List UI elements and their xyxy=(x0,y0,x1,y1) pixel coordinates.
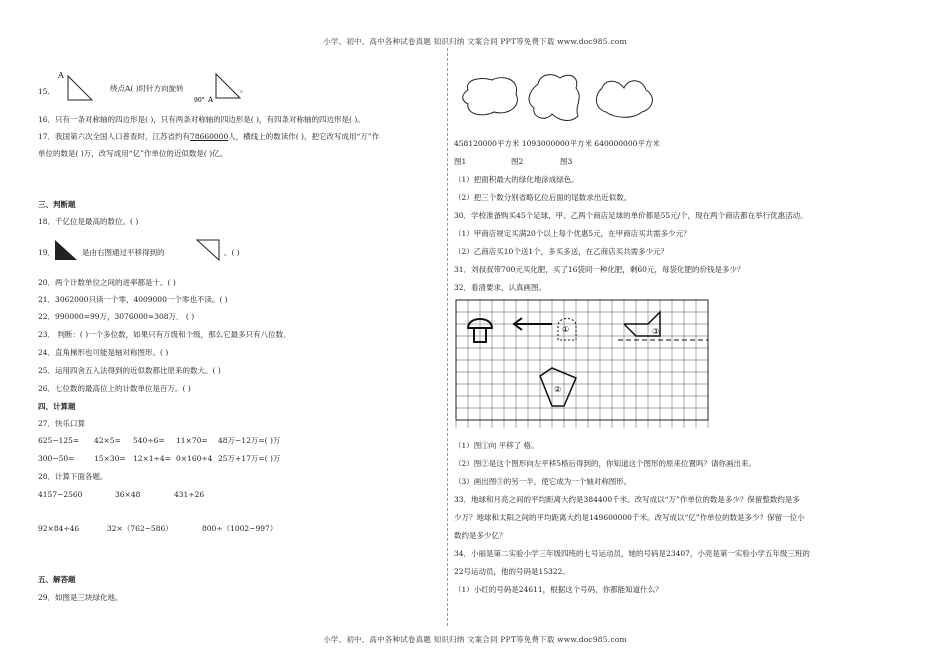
green-area-1 xyxy=(463,78,518,115)
q31: 31．刘叔叔带700元买化肥，买了16袋同一种化肥，剩60元，每袋化肥的价钱是多少？ xyxy=(454,265,745,274)
calc-row4-c2: 32×（762−586） xyxy=(107,524,173,533)
left-arrow xyxy=(514,318,552,330)
calc-row1-c3: 540÷6= xyxy=(133,436,165,445)
calc-row3-c1: 4157−2560 xyxy=(38,490,83,499)
green-area-2 xyxy=(529,75,579,121)
q26: 26．七位数的最高位上的计数单位是百万。( ) xyxy=(38,384,191,393)
q15-triangle xyxy=(68,76,92,100)
q33-line1: 33．地球和月亮之间的平均距离大约是384400千米。改写成以“万”作单位的数是多少？保留整数约是多 xyxy=(454,495,800,504)
q19-text-c: 。( ) xyxy=(224,248,240,257)
q32: 32．看清要求，认真画图。 xyxy=(454,283,547,292)
drawing-grid xyxy=(456,300,714,428)
q17-line1 xyxy=(38,132,379,142)
q15-triangle-figure xyxy=(58,70,98,104)
q23: 23． 判断：( )一个多位数，如果只有万级和个级，那么它最多只有八位数． xyxy=(38,330,291,339)
calc-row1-c2: 42×5= xyxy=(94,436,121,445)
fig-label-3: 图3 xyxy=(560,157,573,166)
q17-number: 78660000 xyxy=(190,132,229,141)
q15-point-label-2: A xyxy=(208,96,214,104)
q15-point-label: A xyxy=(58,71,64,80)
calc-row1-c4: 11×70= xyxy=(176,436,208,445)
calc-row2-c4: 0×160÷4 xyxy=(176,454,213,463)
q34-part1: （1）小红的号码是24611，根据这个号码，你都能知道什么？ xyxy=(454,585,663,594)
calc-row2-c5: 25万+17万=( )万 xyxy=(218,454,281,463)
calc-row1-c1: 625−125= xyxy=(38,436,80,445)
q33-line3: 数约是多少亿？ xyxy=(454,531,507,540)
q18: 18．千亿位是最高的数位。( ) xyxy=(38,217,139,226)
grid-label-3: ③ xyxy=(652,327,660,336)
q32-part1: （1）图①向 平移了 格。 xyxy=(454,441,539,450)
calc-row2-c3: 12×1÷4= xyxy=(133,454,171,463)
q29: 29．如图是三块绿化地。 xyxy=(38,593,123,602)
grid-lines xyxy=(456,300,708,428)
calc-row3-c2: 36×48 xyxy=(115,490,141,499)
q19-text-b: 是由右图通过平移得到的 xyxy=(82,248,165,257)
green-area-3 xyxy=(596,81,652,118)
section-4-title: 四、计算题 xyxy=(38,402,76,411)
q30-part2: （2）乙商店买10个送1个，多买多送，在乙商店买共需多少元？ xyxy=(454,247,669,256)
q17-text-b: 人，横线上的数读作( )，把它改写成用“万”作 xyxy=(228,132,380,141)
calc-row2-c1: 300−50= xyxy=(38,454,75,463)
page-header: 小学、初中、高中各种试卷真题 知识归纳 文案合同 PPT等免费下载 www.doc985.com xyxy=(323,37,627,46)
q24: 24．直角梯形也可能是轴对称图形。( ) xyxy=(38,348,169,357)
q19-figure-a xyxy=(52,238,80,262)
q19-text-a: 19． xyxy=(38,248,56,257)
section-5-title: 五、解答题 xyxy=(38,575,76,584)
fig-label-1: 图1 xyxy=(454,157,467,166)
q17-line2: 单位的数是( )万，改写成用“亿”作单位的近似数是( )亿。 xyxy=(38,149,228,158)
q19-triangle-b xyxy=(197,240,219,260)
q17-text-a: 17．我国第六次全国人口普查时，江苏省约有 xyxy=(38,132,191,141)
q33-line2: 少万？地球和太阳之间的平均距离大约是149600000千米。改写成以“亿”作单位的数是多少？保留一位小 xyxy=(454,513,805,522)
q29-part2: （2）把三个数分别省略亿位后面的尾数求出近似数。 xyxy=(454,193,632,202)
q27: 27．快乐口算 xyxy=(38,419,86,428)
green-areas-figure xyxy=(456,68,656,128)
grid-label-2: ② xyxy=(554,385,562,394)
q22: 22．990000=99万，3076000≈308万． ( ) xyxy=(38,312,195,321)
q15-rotated-triangle xyxy=(216,74,240,98)
q32-part3: （3）画出图③的另一半，使它成为一个轴对称图形。 xyxy=(454,477,632,486)
areas-text: 458120000平方米 1093000000平方米 640000000平方米 xyxy=(454,139,660,148)
fig-label-2: 图2 xyxy=(511,157,524,166)
q32-part2: （2）图②是这个图形向左平移5格后得到的，你知道这个图形的原来位置吗？请你画出来。 xyxy=(454,459,757,468)
q19-figure-b xyxy=(194,238,222,262)
q30-part1: （1）甲商店规定买满20个以上每个优惠5元，在甲商店买共需多少元？ xyxy=(454,229,691,238)
q21: 21．3062000只读一个零，4009000一个零也不读。( ) xyxy=(38,295,228,304)
section-3-title: 三、判断题 xyxy=(38,200,76,209)
q29-part1: （1）把面积最大的绿化地涂成绿色。 xyxy=(454,175,579,184)
q15-number: 15. xyxy=(38,87,50,96)
q34-line2: 22号运动员，他的号码是15322。 xyxy=(454,567,570,576)
q16: 16．只有一条对称轴的四边形是( )，只有两条对称轴的四边形是( )，有四条对称轴的四边形是( )。 xyxy=(38,115,365,124)
q25: 25．运用四舍五入法得到的近似数都比原来的数大。( ) xyxy=(38,366,221,375)
calc-row4-c1: 92×84÷46 xyxy=(38,524,80,533)
q15-end: 。 xyxy=(240,85,248,94)
column-divider xyxy=(447,48,448,626)
q15-angle-label: 90° xyxy=(194,97,205,104)
calc-row2-c2: 15×30= xyxy=(94,454,126,463)
q30: 30．学校准备购买45个足球，甲、乙两个商店足球的单价都是55元/个，现在两个商店都在举行优惠活动。 xyxy=(454,211,808,220)
calc-row4-c3: 800÷（1002−997） xyxy=(202,524,278,533)
q15-text: 绕点A( )时针方向旋转 xyxy=(110,84,184,93)
q15-rotated-figure xyxy=(194,70,246,106)
q20: 20．两个计数单位之间的进率都是十。( ) xyxy=(38,278,176,287)
q28: 28．计算下面各题。 xyxy=(38,472,108,481)
q19-triangle-a xyxy=(55,240,77,260)
grid-label-1: ① xyxy=(562,325,570,334)
calc-row1-c5: 48万−12万=( )万 xyxy=(218,436,281,445)
page-footer: 小学、初中、高中各种试卷真题 知识归纳 文案合同 PPT等免费下载 www.doc985.com xyxy=(323,635,627,644)
calc-row3-c3: 431÷26 xyxy=(174,490,205,499)
q34-line1: 34．小丽是第二实验小学三年级四班的七号运动员，她的号码是23407，小亮是第一实验小学五年级三班的 xyxy=(454,549,810,558)
